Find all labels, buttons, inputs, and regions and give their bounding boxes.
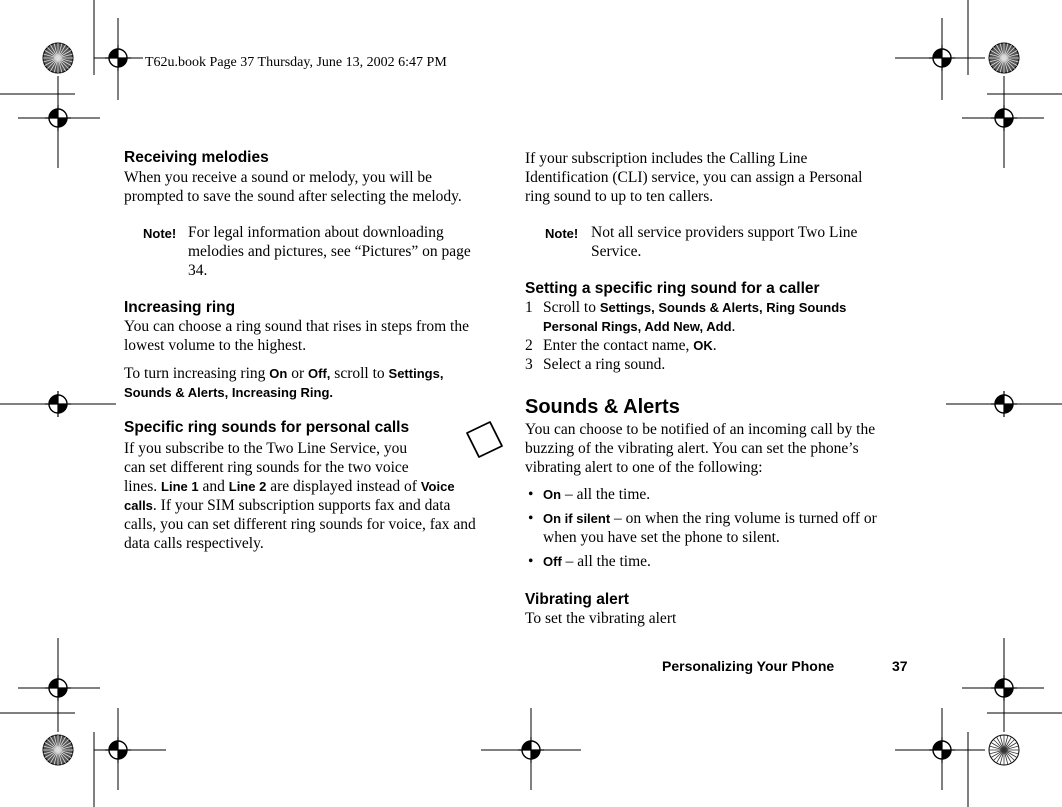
off-keyword: Off, — [308, 366, 331, 381]
registration-quadrant — [58, 118, 67, 127]
registration-quadrant — [995, 395, 1004, 404]
page-number: 37 — [892, 658, 908, 674]
registration-quadrant — [109, 49, 118, 58]
registration-quadrant — [933, 741, 942, 750]
registration-quadrant — [58, 404, 67, 413]
specific-line-5: calls, you can set different ring sounds for voice, fax and — [124, 516, 476, 533]
sounds-line-2: buzzing of the vibrating alert. You can set the phone’s — [525, 440, 859, 457]
note-label: Note! — [545, 226, 579, 241]
registration-quadrant — [933, 49, 942, 58]
registration-quadrant — [49, 395, 58, 404]
increasing-line-2: lowest volume to the highest. — [124, 337, 307, 354]
specific-line-3 — [124, 477, 455, 496]
intro-line-3: ring sound to up to ten callers. — [525, 188, 714, 205]
note2-line-1: Not all service providers support Two Line — [591, 224, 858, 241]
intro-line-2: Identification (CLI) service, you can assign a Personal — [525, 169, 863, 186]
bullet-off — [543, 552, 651, 571]
menu-path: Sounds & Alerts, Increasing Ring. — [124, 385, 333, 400]
specific-line-2: can set different ring sounds for the two voice — [124, 459, 409, 476]
registration-quadrant — [109, 741, 118, 750]
registration-quadrant — [1004, 404, 1013, 413]
registration-quadrant — [995, 109, 1004, 118]
text: To turn increasing ring — [124, 365, 270, 382]
note-line-1: For legal information about downloading — [188, 224, 444, 241]
bullet-on — [543, 485, 650, 504]
step-2 — [525, 336, 717, 355]
line1-keyword: Line 1 — [161, 479, 199, 494]
step-1 — [525, 298, 846, 317]
text: lines. — [124, 478, 162, 495]
registration-quadrant — [995, 679, 1004, 688]
setting-ring-heading: Setting a specific ring sound for a caller — [525, 280, 820, 297]
voice-keyword: Voice — [420, 479, 455, 494]
registration-quadrant — [118, 750, 127, 759]
text: are displayed instead of — [266, 478, 421, 495]
step-3 — [525, 355, 665, 374]
sounds-line-3: vibrating alert to one of the following: — [525, 459, 763, 476]
text: . — [731, 318, 736, 335]
specific-line-4 — [124, 496, 450, 515]
on-if-silent-keyword: On if silent — [543, 511, 611, 526]
menu-path: Settings, — [388, 366, 444, 381]
registration-quadrant — [49, 679, 58, 688]
receiving-line-2: prompted to save the sound after selecting the melody. — [124, 188, 462, 205]
text: Select a ring sound. — [543, 356, 666, 373]
text: . — [712, 337, 717, 354]
menu-path: Personal Rings, Add New, Add — [543, 319, 732, 334]
registration-quadrant — [942, 58, 951, 67]
off-keyword: Off — [543, 554, 562, 569]
increasing-ring-heading: Increasing ring — [124, 299, 236, 316]
line2-keyword: Line 2 — [228, 479, 267, 494]
vibrating-alert-heading: Vibrating alert — [525, 591, 629, 608]
intro-line-1: If your subscription includes the Calling Line — [525, 150, 808, 167]
menu-path: Settings, Sounds & Alerts, Ring Sounds — [599, 300, 847, 315]
increasing-instruction-line-1 — [124, 364, 443, 383]
text: – all the time. — [561, 486, 651, 503]
text: – on when the ring volume is turned off or — [610, 510, 877, 527]
registration-quadrant — [118, 58, 127, 67]
registration-quadrant — [942, 750, 951, 759]
bullet-marker: • — [528, 486, 534, 503]
ok-keyword: OK — [693, 338, 713, 353]
sounds-alerts-heading: Sounds & Alerts — [525, 396, 680, 418]
registration-quadrant — [1004, 688, 1013, 697]
registration-quadrant — [1004, 118, 1013, 127]
specific-line-6: data calls respectively. — [124, 535, 264, 552]
registration-quadrant — [531, 750, 540, 759]
sim-card-icon — [464, 419, 504, 459]
text: . If your SIM subscription supports fax and data — [152, 497, 451, 514]
note-label: Note! — [143, 226, 177, 241]
receiving-line-1: When you receive a sound or melody, you will be — [124, 169, 433, 186]
step-number: 2 — [525, 337, 533, 354]
bullet-marker: • — [528, 510, 534, 527]
registration-quadrant — [58, 688, 67, 697]
text: or — [287, 365, 309, 382]
on-keyword: On — [543, 487, 562, 502]
specific-ring-heading: Specific ring sounds for personal calls — [124, 419, 410, 436]
step-1-continued — [543, 317, 735, 336]
bullet-on-if-silent-continued: when you have set the phone to silent. — [543, 529, 780, 546]
registration-quadrant — [522, 741, 531, 750]
increasing-instruction-line-2 — [124, 383, 333, 402]
text: – all the time. — [561, 553, 651, 570]
sounds-line-1: You can choose to be notified of an incoming call by the — [525, 421, 876, 438]
text: Enter the contact name, — [543, 337, 694, 354]
note-line-2: melodies and pictures, see “Pictures” on page — [188, 243, 471, 260]
step-number: 3 — [525, 356, 533, 373]
on-keyword: On — [269, 366, 288, 381]
text: and — [198, 478, 229, 495]
footer-chapter-title: Personalizing Your Phone — [662, 658, 835, 674]
note2-line-2: Service. — [591, 243, 642, 260]
registration-quadrant — [49, 109, 58, 118]
specific-line-1: If you subscribe to the Two Line Service, you — [124, 440, 408, 457]
vibrating-line-1: To set the vibrating alert — [525, 610, 677, 627]
calls-keyword: calls — [124, 498, 153, 513]
step-number: 1 — [525, 299, 533, 316]
text: scroll to — [330, 365, 389, 382]
book-header: T62u.book Page 37 Thursday, June 13, 2002 6:47 PM — [145, 55, 447, 70]
bullet-on-if-silent — [543, 509, 877, 528]
receiving-melodies-heading: Receiving melodies — [124, 149, 269, 166]
text: Scroll to — [543, 299, 600, 316]
note-line-3: 34. — [188, 262, 208, 279]
increasing-line-1: You can choose a ring sound that rises in steps from the — [124, 318, 469, 335]
bullet-marker: • — [528, 553, 534, 570]
